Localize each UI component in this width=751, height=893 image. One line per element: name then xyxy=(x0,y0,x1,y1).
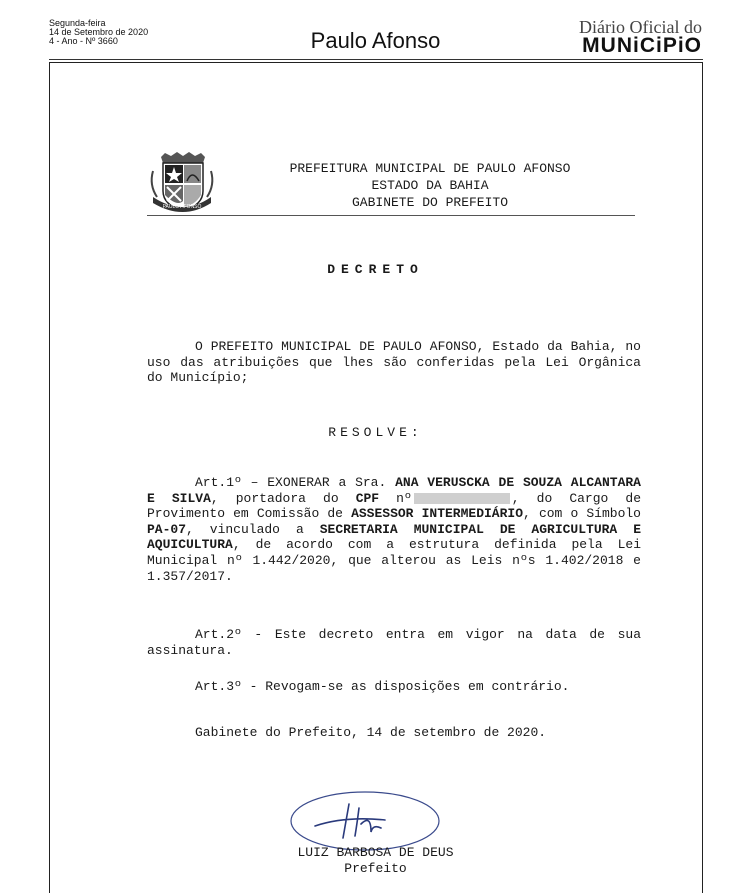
signer-name: LUIZ BARBOSA DE DEUS xyxy=(297,845,454,860)
preamble xyxy=(147,339,641,386)
letterhead-divider xyxy=(147,215,635,216)
preamble-text: O PREFEITO MUNICIPAL DE PAULO AFONSO, Estado da Bahia, no uso das atribuições que lhes são conferidas pela Lei Orgânica do Município; xyxy=(147,339,641,386)
decree-title: DECRETO xyxy=(327,262,424,277)
art1-text-6: , vinculado a xyxy=(186,521,320,537)
art1-text-4: , do Cargo de Provimento em Comissão de xyxy=(147,490,641,522)
person-name: ANA VERUSCKA DE SOUZA ALCANTARA E SILVA xyxy=(147,475,641,506)
art1-text-3: nº xyxy=(379,490,412,506)
art1-text-1: Art.1º – EXONERAR a Sra. xyxy=(195,475,396,490)
article-3: Art.3º - Revogam-se as disposições em contrário. xyxy=(195,679,570,694)
secretaria-name: SECRETARIA MUNICIPAL DE AGRICULTURA E AQUICULTURA xyxy=(147,521,641,553)
art1-text-7: , de acordo com a estrutura definida pela Lei Municipal nº 1.442/2020, que alterou as Leis nºs 1.402/2018 e 1.357/2017. xyxy=(147,537,641,584)
letterhead-line-1: PREFEITURA MUNICIPAL DE PAULO AFONSO xyxy=(289,161,571,176)
publication-date: 14 de Setembro de 2020 xyxy=(49,27,149,37)
letterhead xyxy=(230,160,630,211)
weekday: Segunda-feira xyxy=(49,18,106,28)
signature-icon xyxy=(285,786,445,852)
art2-text: Art.2º - Este decreto entra em vigor na data de sua assinatura. xyxy=(147,627,641,658)
edition-number: 4 - Ano - Nº 3660 xyxy=(49,36,118,46)
cargo-name: ASSESSOR INTERMEDIÁRIO xyxy=(351,506,524,522)
cpf-label: CPF xyxy=(355,490,380,506)
municipal-crest-icon xyxy=(147,151,217,217)
article-1 xyxy=(147,475,641,584)
letterhead-line-2: ESTADO DA BAHIA xyxy=(371,178,489,193)
crest-label: PAULO AFONSO xyxy=(162,204,202,210)
brand-title: Diário Oficial do xyxy=(579,17,702,37)
simbolo-code: PA-07 xyxy=(147,521,187,537)
art1-text-2: , portadora do xyxy=(210,490,356,506)
city-title: Paulo Afonso xyxy=(310,28,441,53)
redacted-cpf xyxy=(414,493,510,504)
brand-logo: MUNiCiPiO xyxy=(582,34,702,57)
header-divider xyxy=(49,59,703,60)
closing-line: Gabinete do Prefeito, 14 de setembro de 2020. xyxy=(195,725,547,740)
article-2 xyxy=(147,627,641,658)
letterhead-line-3: GABINETE DO PREFEITO xyxy=(351,195,509,210)
art1-text-5: , com o Símbolo xyxy=(523,506,641,522)
resolve-heading: RESOLVE: xyxy=(328,425,423,440)
signer-role: Prefeito xyxy=(344,861,407,876)
